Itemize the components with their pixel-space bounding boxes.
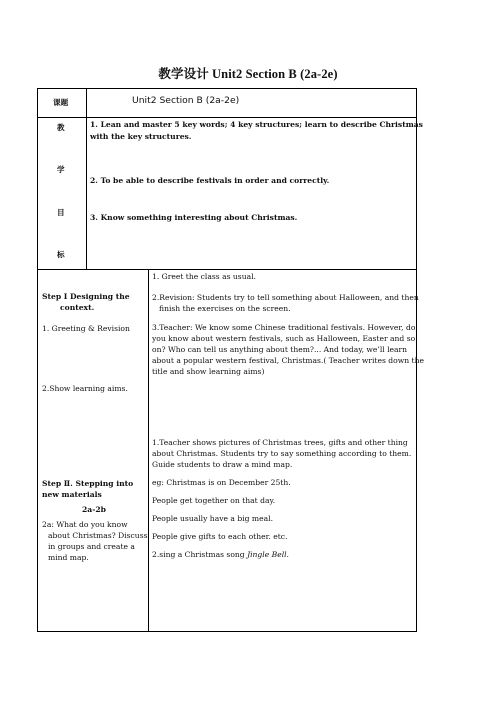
content-line: 1.Teacher shows pictures of Christmas trees, gifts and other thing [152,438,408,447]
step1-title: Step Ⅰ Designing the [42,292,130,301]
step2-task: in groups and create a [48,542,135,551]
aims-label-char: 学 [57,165,65,174]
step2-title-cont: new materials [42,490,102,499]
lesson-plan-table [37,88,424,632]
column-divider [148,269,149,632]
content-line: eg: Christmas is on December 25th. [152,478,291,487]
content-line: on? Who can tell us anything about them?... And today, we’ll learn [152,345,408,354]
content-line: Guide students to draw a mind map. [152,460,293,469]
aim-item: 2. To be able to describe festivals in order and correctly. [90,176,330,185]
content-line: 2.Revision: Students try to tell something about Halloween, and then [152,293,419,302]
content-line [152,549,289,560]
topic-label: 课题 [53,98,69,107]
document-title: 教学设计 Unit2 Section B (2a-2e) [158,67,338,81]
aim-item: 1. Lean and master 5 key words; 4 key structures; learn to describe Christmas [90,120,423,129]
step1-item: 1. Greeting & Revision [42,324,130,333]
song-instruction: 2.sing a Christmas song [152,550,248,559]
content-line: title and show learning aims) [152,367,265,376]
step2-subsection: 2a-2b [82,505,106,514]
row-divider [38,117,416,118]
song-title: Jingle Bell. [247,550,289,559]
content-line: about a popular western festival, Christmas.( Teacher writes down the [152,356,424,365]
step2-task: 2a: What do you know [42,520,128,529]
step2-task: about Christmas? Discuss [48,531,148,540]
content-line: you know about western festivals, such as Halloween, Easter and so [152,334,416,343]
aims-label-char: 教 [57,123,65,132]
step2-title: Step Ⅱ. Stepping into [42,479,134,488]
column-divider [86,89,87,269]
content-line: 1. Greet the class as usual. [152,272,256,281]
content-line: People give gifts to each other. etc. [152,532,288,541]
content-line: 3.Teacher: We know some Chinese traditional festivals. However, do [152,323,416,332]
step2-task: mind map. [48,553,89,562]
row-divider [38,269,416,270]
content-line: People get together on that day. [152,496,276,505]
content-line: finish the exercises on the screen. [159,304,291,313]
aims-label-char: 标 [57,250,65,259]
step1-item: 2.Show learning aims. [42,384,128,393]
step1-title-cont: context. [60,303,95,312]
aim-item: 3. Know something interesting about Christmas. [90,213,298,222]
topic-value: Unit2 Section B (2a-2e) [132,95,240,106]
content-line: about Christmas. Students try to say something according to them. [152,449,412,458]
aims-label-char: 目 [57,208,65,217]
content-line: People usually have a big meal. [152,514,273,523]
aim-item: with the key structures. [90,132,192,141]
